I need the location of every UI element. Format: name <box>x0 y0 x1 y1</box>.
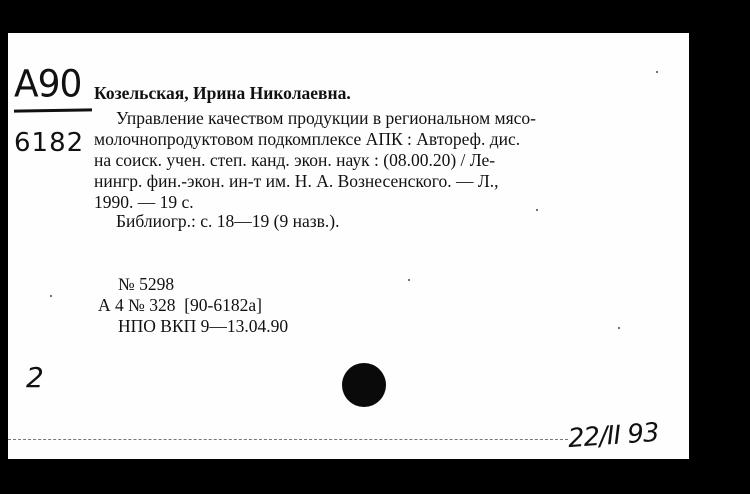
catalog-card <box>8 33 689 459</box>
title-line-5: 1990. — 19 с. <box>94 192 194 212</box>
title-line-3: на соиск. учен. степ. канд. экон. наук : (08.00.20) / Ле- <box>94 150 496 170</box>
bibliography-note: Библиогр.: с. 18—19 (9 назв.). <box>116 211 340 231</box>
shelf-mark-underline <box>14 108 92 112</box>
punch-hole <box>342 363 386 407</box>
catalog-number: № 5298 <box>118 274 175 294</box>
dust-speck <box>618 327 620 329</box>
inventory-number: 6182 <box>14 128 85 158</box>
dust-speck <box>536 209 538 211</box>
dust-speck <box>50 295 52 297</box>
handwritten-date-stamp: 22/II 93 <box>567 417 660 455</box>
npo-line: НПО ВКП 9—13.04.90 <box>118 316 289 336</box>
handwritten-left-mark: 2 <box>26 361 44 394</box>
title-line-4: нингр. фин.-экон. ин-т им. Н. А. Вознесенского. — Л., <box>94 171 499 191</box>
title-line-1: Управление качеством продукции в региональном мясо- <box>116 108 537 128</box>
shelf-mark: А90 <box>14 62 82 106</box>
dust-speck <box>408 279 410 281</box>
dashed-divider <box>8 439 568 440</box>
author-name: Козельская, Ирина Николаевна. <box>94 83 351 103</box>
dust-speck <box>656 71 658 73</box>
title-line-2: молочнопродуктовом подкомплексе АПК : Автореф. дис. <box>94 129 521 149</box>
code-line: А 4 № 328 [90-6182а] <box>98 295 262 315</box>
